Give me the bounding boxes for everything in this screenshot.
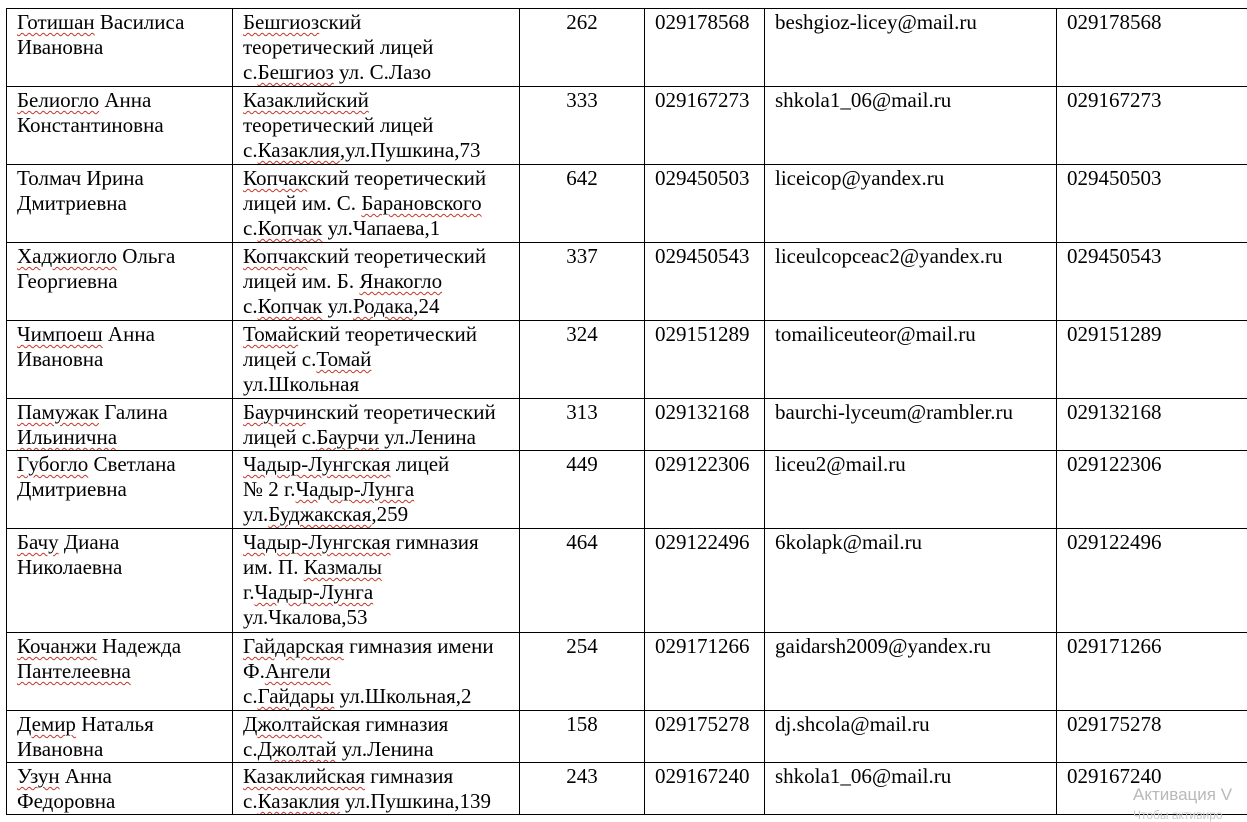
cell-email: shkola1_06@mail.ru	[765, 763, 1057, 815]
cell-line: Дмитриевна	[17, 477, 228, 502]
cell-line: Бачу Диана	[17, 530, 228, 555]
cell-count: 254	[520, 633, 645, 711]
cell-line: Гайдарская гимназия имени	[243, 634, 515, 659]
cell-line: Губогло Светлана	[17, 452, 228, 477]
cell-name	[7, 9, 233, 87]
cell-line: Чадыр-Лунгская гимназия	[243, 530, 515, 555]
cell-name	[7, 399, 233, 451]
table-row	[7, 633, 1247, 711]
cell-line: лицей с.Томай	[243, 347, 515, 372]
cell-count: 449	[520, 451, 645, 529]
cell-name	[7, 321, 233, 399]
activation-watermark: Активация V	[1133, 785, 1232, 805]
cell-line: Памужак Галина	[17, 400, 228, 425]
cell-line: Баурчинский теоретический	[243, 400, 515, 425]
table-row	[7, 87, 1247, 165]
cell-count: 313	[520, 399, 645, 451]
cell-line: Казаклийский	[243, 88, 515, 113]
cell-line: им. П. Казмалы	[243, 555, 515, 580]
cell-email: liceicop@yandex.ru	[765, 165, 1057, 243]
contacts-table	[6, 8, 1247, 815]
cell-email: liceu2@mail.ru	[765, 451, 1057, 529]
cell-name	[7, 763, 233, 815]
table-row	[7, 711, 1247, 763]
table-row	[7, 763, 1247, 815]
cell-line: Джолтайская гимназия	[243, 712, 515, 737]
cell-phone: 029450503	[645, 165, 765, 243]
cell-phone2: 029178568	[1057, 9, 1247, 87]
cell-line: ул.Буджакская,259	[243, 502, 515, 527]
table-row	[7, 165, 1247, 243]
cell-phone: 029167273	[645, 87, 765, 165]
cell-phone2: 029167240	[1057, 763, 1247, 815]
cell-line: теоретический лицей	[243, 113, 515, 138]
cell-count: 262	[520, 9, 645, 87]
cell-phone: 029122306	[645, 451, 765, 529]
cell-line: с.Бешгиоз ул. С.Лазо	[243, 60, 515, 85]
cell-phone2: 029171266	[1057, 633, 1247, 711]
cell-name	[7, 87, 233, 165]
cell-school	[233, 633, 520, 711]
cell-phone2: 029450543	[1057, 243, 1247, 321]
cell-line: Ивановна	[17, 737, 228, 762]
activation-watermark-subtitle: Чтобы активиро	[1133, 808, 1223, 822]
cell-email: baurchi-lyceum@rambler.ru	[765, 399, 1057, 451]
table-row	[7, 529, 1247, 633]
cell-school	[233, 451, 520, 529]
cell-count: 324	[520, 321, 645, 399]
cell-phone2: 029175278	[1057, 711, 1247, 763]
cell-name	[7, 451, 233, 529]
table-row	[7, 9, 1247, 87]
table-row	[7, 399, 1247, 451]
cell-name	[7, 165, 233, 243]
cell-line: с.Джолтай ул.Ленина	[243, 737, 515, 762]
cell-line: Ф.Ангели	[243, 659, 515, 684]
cell-line: Дмитриевна	[17, 191, 228, 216]
cell-line: г.Чадыр-Лунга	[243, 580, 515, 605]
cell-line: Николаевна	[17, 555, 228, 580]
cell-phone: 029175278	[645, 711, 765, 763]
cell-line: Готишан Василиса	[17, 10, 228, 35]
cell-school	[233, 399, 520, 451]
cell-school	[233, 243, 520, 321]
cell-line: Узун Анна	[17, 764, 228, 789]
cell-phone: 029178568	[645, 9, 765, 87]
cell-line: лицей с.Баурчи ул.Ленина	[243, 425, 515, 450]
cell-email: beshgioz-licey@mail.ru	[765, 9, 1057, 87]
cell-phone2: 029122306	[1057, 451, 1247, 529]
cell-line: Константиновна	[17, 113, 228, 138]
cell-line: Пантелеевна	[17, 659, 228, 684]
cell-school	[233, 711, 520, 763]
table-body	[7, 9, 1247, 815]
cell-phone2: 029450503	[1057, 165, 1247, 243]
cell-line: Белиогло Анна	[17, 88, 228, 113]
cell-school	[233, 165, 520, 243]
cell-email: dj.shcola@mail.ru	[765, 711, 1057, 763]
cell-line: Ивановна	[17, 35, 228, 60]
cell-school	[233, 529, 520, 633]
cell-count: 333	[520, 87, 645, 165]
cell-line: Томайский теоретический	[243, 322, 515, 347]
cell-name	[7, 711, 233, 763]
cell-line: Казаклийская гимназия	[243, 764, 515, 789]
cell-email: liceulcopceac2@yandex.ru	[765, 243, 1057, 321]
cell-count: 464	[520, 529, 645, 633]
cell-phone2: 029151289	[1057, 321, 1247, 399]
cell-line: лицей им. С. Барановского	[243, 191, 515, 216]
cell-phone: 029450543	[645, 243, 765, 321]
cell-line: Хаджиогло Ольга	[17, 244, 228, 269]
cell-email: tomailiceuteor@mail.ru	[765, 321, 1057, 399]
cell-name	[7, 529, 233, 633]
cell-line: Копчакский теоретический	[243, 166, 515, 191]
cell-line: Толмач Ирина	[17, 166, 228, 191]
cell-school	[233, 321, 520, 399]
cell-phone2: 029132168	[1057, 399, 1247, 451]
cell-phone2: 029122496	[1057, 529, 1247, 633]
cell-line: Федоровна	[17, 789, 228, 814]
cell-email: 6kolapk@mail.ru	[765, 529, 1057, 633]
cell-phone2: 029167273	[1057, 87, 1247, 165]
cell-phone: 029171266	[645, 633, 765, 711]
cell-count: 158	[520, 711, 645, 763]
cell-line: с.Копчак ул.Чапаева,1	[243, 216, 515, 241]
cell-line: № 2 г.Чадыр-Лунга	[243, 477, 515, 502]
cell-line: с.Гайдары ул.Школьная,2	[243, 684, 515, 709]
cell-school	[233, 763, 520, 815]
cell-phone: 029151289	[645, 321, 765, 399]
cell-phone: 029122496	[645, 529, 765, 633]
cell-phone: 029167240	[645, 763, 765, 815]
cell-line: Георгиевна	[17, 269, 228, 294]
cell-count: 243	[520, 763, 645, 815]
cell-count: 642	[520, 165, 645, 243]
table-row	[7, 451, 1247, 529]
cell-line: ул.Чкалова,53	[243, 605, 515, 630]
cell-line: с.Казаклия,ул.Пушкина,73	[243, 138, 515, 163]
cell-school	[233, 87, 520, 165]
cell-email: gaidarsh2009@yandex.ru	[765, 633, 1057, 711]
cell-line: Чадыр-Лунгская лицей	[243, 452, 515, 477]
cell-line: Копчакский теоретический	[243, 244, 515, 269]
cell-name	[7, 633, 233, 711]
cell-email: shkola1_06@mail.ru	[765, 87, 1057, 165]
cell-line: лицей им. Б. Янакогло	[243, 269, 515, 294]
cell-count: 337	[520, 243, 645, 321]
table-row	[7, 321, 1247, 399]
cell-line: Ильинична	[17, 425, 228, 450]
cell-line: с.Казаклия ул.Пушкина,139	[243, 789, 515, 814]
cell-line: ул.Школьная	[243, 372, 515, 397]
cell-line: Бешгиозский	[243, 10, 515, 35]
cell-line: теоретический лицей	[243, 35, 515, 60]
cell-line: Кочанжи Надежда	[17, 634, 228, 659]
cell-name	[7, 243, 233, 321]
cell-line: с.Копчак ул.Родака,24	[243, 294, 515, 319]
cell-line: Чимпоеш Анна	[17, 322, 228, 347]
cell-line: Демир Наталья	[17, 712, 228, 737]
cell-school	[233, 9, 520, 87]
table-row	[7, 243, 1247, 321]
cell-phone: 029132168	[645, 399, 765, 451]
cell-line: Ивановна	[17, 347, 228, 372]
